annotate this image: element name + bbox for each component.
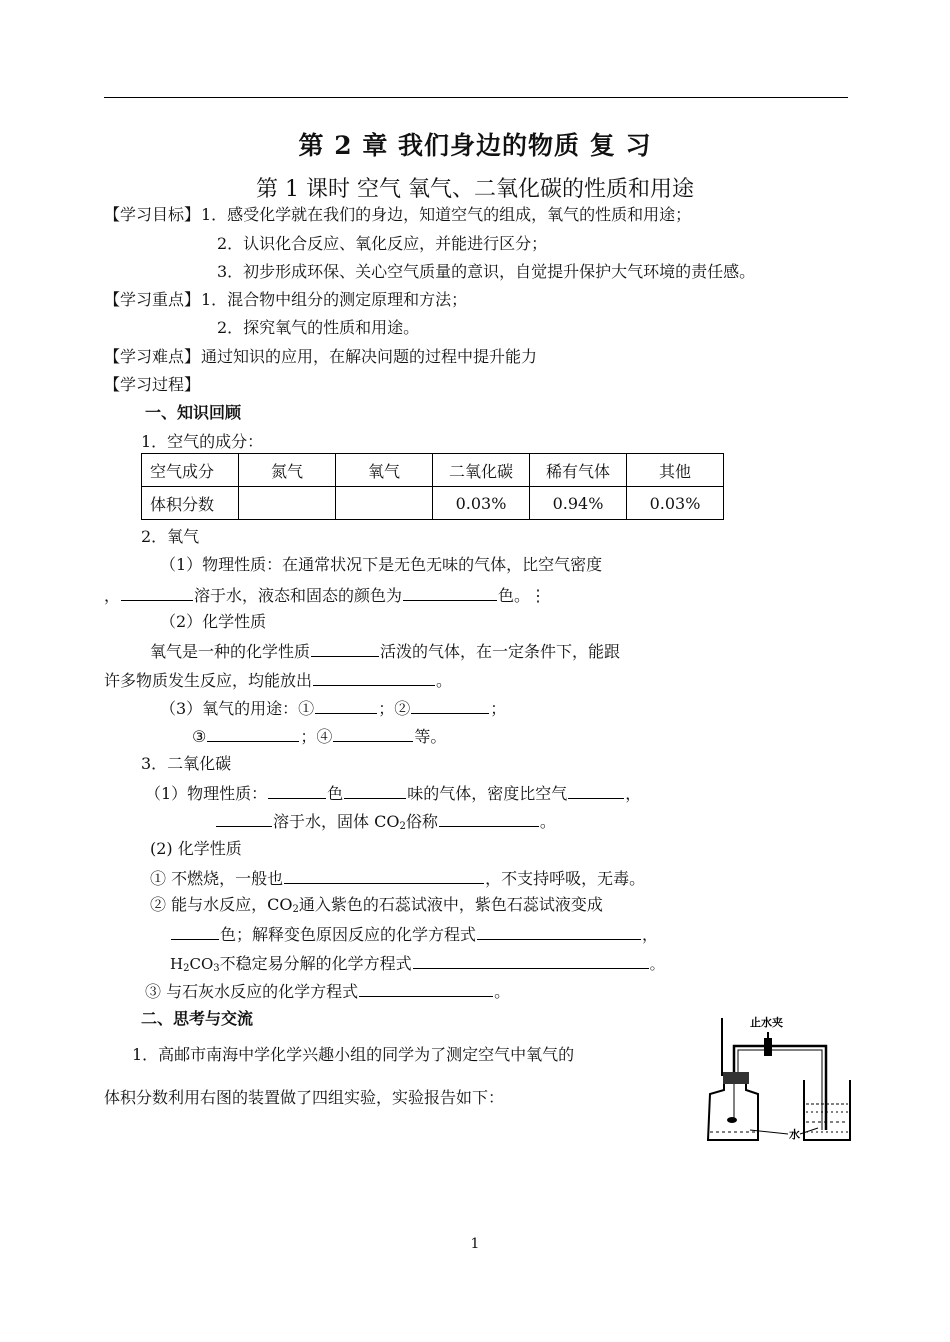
text: （1）物理性质： — [145, 784, 268, 803]
text: 不稳定易分解的化学方程式 — [219, 954, 412, 973]
section-think-discuss: 二、思考与交流 — [141, 1009, 254, 1028]
table-cell: 空气成分 — [142, 454, 239, 487]
text: 。 — [494, 982, 511, 1001]
fill-blank[interactable] — [333, 725, 413, 742]
oxygen-chemical-heading: （2）化学性质 — [160, 612, 267, 631]
text: ， — [104, 586, 121, 605]
air-composition-heading: 1．空气的成分： — [141, 432, 264, 451]
co2-physical-line1 — [145, 782, 641, 804]
oxygen-heading: 2．氧气 — [141, 527, 200, 546]
co2-chemical-item-2-line2 — [170, 923, 658, 945]
text: 色。⋮ — [498, 586, 547, 605]
text: ；② — [378, 699, 411, 718]
text: 。 — [539, 812, 556, 831]
table-cell: 其他 — [627, 454, 724, 487]
text: 通入紫色的石蕊试液中，紫色石蕊试液变成 — [298, 895, 603, 914]
page-number: 1 — [470, 1236, 480, 1252]
text: ③ 与石灰水反应的化学方程式 — [145, 982, 359, 1001]
text: ， — [625, 784, 642, 803]
co2-heading: 3．二氧化碳 — [141, 754, 232, 773]
co2-chemical-item-2-line3 — [170, 952, 665, 979]
objective-item-1: 1．感受化学就在我们的身边，知道空气的组成，氧气的性质和用途； — [201, 205, 692, 224]
fill-blank[interactable] — [439, 810, 539, 827]
header-rule — [104, 97, 848, 98]
section-knowledge-review: 一、知识回顾 — [145, 403, 242, 422]
text: 许多物质发生反应，均能放出 — [104, 671, 313, 690]
keypoint-item-1: 1．混合物中组分的测定原理和方法； — [201, 290, 468, 309]
table-cell: 稀有气体 — [530, 454, 627, 487]
subscript: 3 — [213, 963, 220, 974]
table-row — [142, 487, 724, 520]
objective-item-2: 2．认识化合反应、氧化反应，并能进行区分； — [217, 234, 548, 253]
difficulty-label: 【学习难点】 — [104, 347, 201, 366]
table-cell-blank[interactable] — [336, 487, 433, 520]
objectives-label: 【学习目标】 — [104, 205, 201, 224]
table-cell: 0.94% — [530, 487, 627, 520]
text: ， — [642, 925, 659, 944]
fill-blank[interactable] — [216, 810, 272, 827]
co2-chemical-item-3 — [145, 980, 510, 1002]
keypoint-item-2: 2．探究氧气的性质和用途。 — [217, 318, 420, 337]
subscript: 2 — [399, 821, 406, 832]
text: 溶于水，固体 CO — [273, 812, 400, 831]
subscript: 2 — [292, 904, 299, 915]
text: ① 不燃烧，一般也 — [150, 869, 284, 888]
oxygen-uses-line2 — [192, 725, 446, 747]
text: ；④ — [300, 727, 333, 746]
fill-blank[interactable] — [403, 584, 497, 601]
fill-blank[interactable] — [413, 952, 649, 969]
text: 俗称 — [405, 812, 438, 831]
oxygen-physical-line1: （1）物理性质：在通常状况下是无色无味的气体，比空气密度 — [160, 555, 603, 574]
fill-blank[interactable] — [121, 584, 193, 601]
text: H — [170, 955, 184, 973]
table-cell: 氧气 — [336, 454, 433, 487]
keypoints-label: 【学习重点】 — [104, 290, 201, 309]
co2-physical-line2 — [215, 810, 556, 837]
fill-blank[interactable] — [344, 782, 406, 799]
text: 色 — [327, 784, 344, 803]
clamp-label: 止水夹 — [750, 1016, 783, 1029]
text: ； — [490, 699, 507, 718]
fill-blank[interactable] — [359, 980, 493, 997]
fill-blank[interactable] — [171, 923, 219, 940]
text: 色；解释变色原因反应的化学方程式 — [220, 925, 477, 944]
table-cell: 体积分数 — [142, 487, 239, 520]
table-cell: 0.03% — [627, 487, 724, 520]
text: 。 — [436, 671, 453, 690]
text: ，不支持呼吸，无毒。 — [485, 869, 646, 888]
text: ② 能与水反应，CO — [150, 895, 293, 914]
text: 味的气体，密度比空气 — [407, 784, 568, 803]
fill-blank[interactable] — [268, 782, 326, 799]
oxygen-chemical-line2 — [104, 669, 452, 691]
lesson-subtitle: 第 1 课时 空气 氧气、二氧化碳的性质和用途 — [256, 177, 694, 202]
table-cell: 二氧化碳 — [433, 454, 530, 487]
fill-blank[interactable] — [568, 782, 624, 799]
table-cell: 0.03% — [433, 487, 530, 520]
oxygen-uses-line1 — [160, 697, 506, 719]
water-label: 水 — [789, 1128, 800, 1141]
co2-chemical-item-2 — [150, 895, 603, 920]
difficulty-text: 通过知识的应用，在解决问题的过程中提升能力 — [201, 347, 538, 366]
table-cell: 氮气 — [239, 454, 336, 487]
fill-blank[interactable] — [315, 697, 377, 714]
text: 氧气是一种的化学性质 — [150, 642, 311, 661]
table-row — [142, 454, 724, 487]
fill-blank[interactable] — [311, 640, 379, 657]
question-1-line2: 体积分数利用右图的装置做了四组实验，实验报告如下： — [104, 1088, 505, 1107]
page-title: 第 2 章 我们身边的物质 复 习 — [298, 131, 652, 160]
fill-blank[interactable] — [207, 725, 299, 742]
question-1-line1: 1．高邮市南海中学化学兴趣小组的同学为了测定空气中氧气的 — [132, 1045, 575, 1064]
text: 等。 — [414, 727, 447, 746]
process-label: 【学习过程】 — [104, 375, 201, 394]
apparatus-figure — [700, 1010, 860, 1145]
text: ③ — [192, 727, 207, 746]
text: （3）氧气的用途：① — [160, 699, 315, 718]
co2-chemical-heading: (2) 化学性质 — [150, 839, 242, 858]
objective-item-3: 3．初步形成环保、关心空气质量的意识，自觉提升保护大气环境的责任感。 — [217, 262, 756, 281]
text: 。 — [649, 955, 665, 973]
fill-blank[interactable] — [411, 697, 489, 714]
oxygen-chemical-line1 — [150, 640, 620, 662]
fill-blank[interactable] — [284, 867, 484, 884]
text: CO — [189, 955, 214, 973]
table-cell-blank[interactable] — [239, 487, 336, 520]
fill-blank[interactable] — [313, 669, 435, 686]
text: 活泼的气体，在一定条件下，能跟 — [380, 642, 621, 661]
subscript: 2 — [183, 963, 190, 974]
co2-chemical-item-1 — [150, 867, 645, 889]
oxygen-physical-line2 — [104, 584, 546, 606]
air-composition-table — [141, 453, 724, 520]
text: 溶于水，液态和固态的颜色为 — [194, 586, 403, 605]
fill-blank[interactable] — [477, 923, 641, 940]
